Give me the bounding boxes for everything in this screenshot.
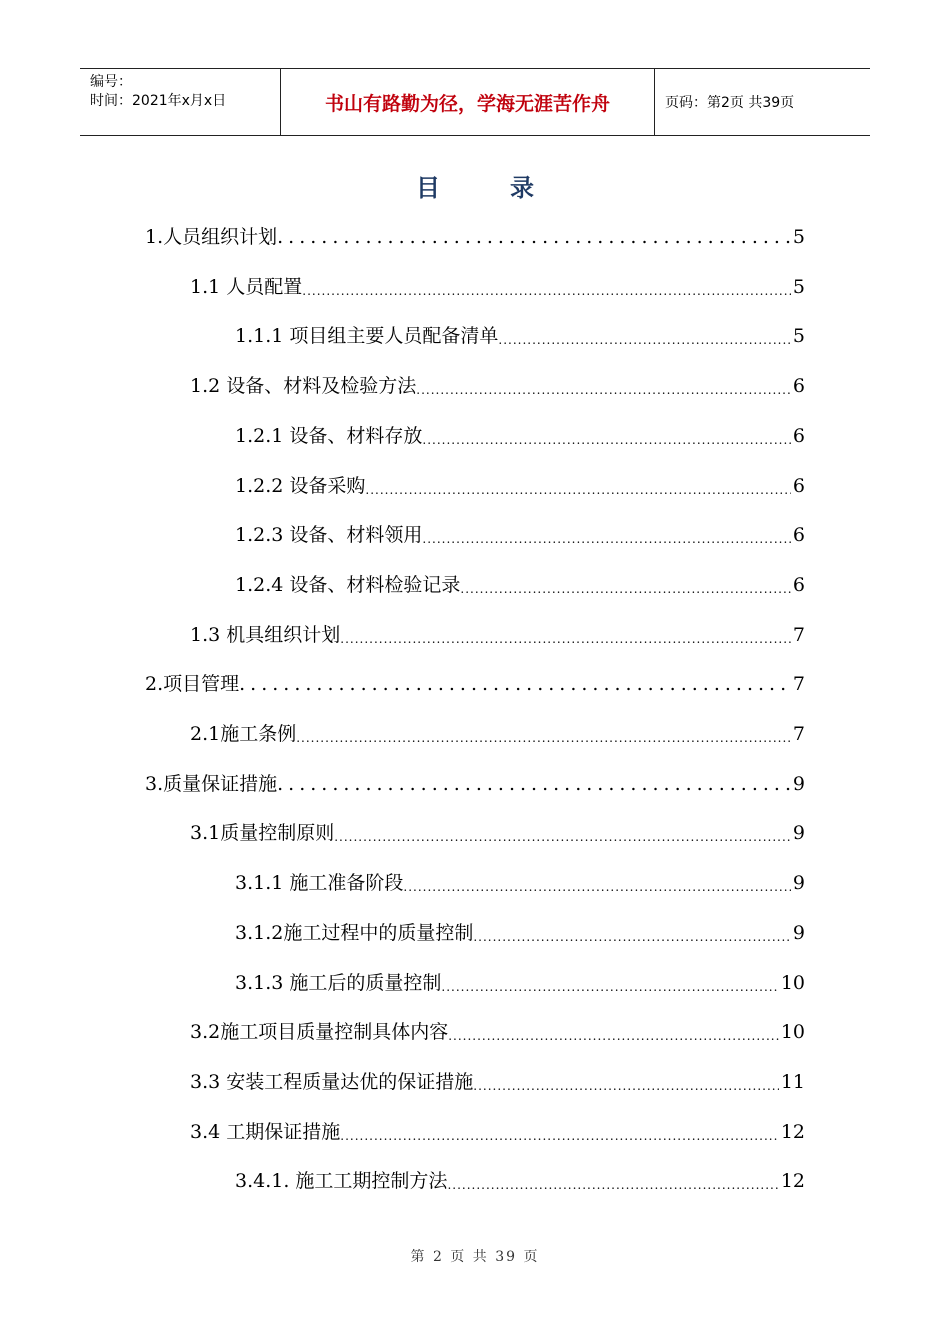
toc-dot-leader [334,826,791,848]
toc-entry[interactable] [235,471,805,501]
toc-entry-label: 1.2.3 设备、材料领用 [235,524,423,547]
toc-entry-page: 9 [792,772,805,795]
header-meta [80,69,281,135]
toc-dot-leader [422,528,791,550]
toc-entry-label: 3.质量保证措施 [145,772,278,795]
toc-entry-page: 5 [792,275,805,298]
toc-entry[interactable] [145,769,805,799]
document-number-label: 编号： [90,74,132,90]
toc-entry[interactable] [190,719,805,749]
toc-entry-page: 6 [792,524,805,547]
toc-dot-leader [365,479,791,501]
toc-entry[interactable] [235,570,805,600]
toc-dot-leader [441,976,778,998]
toc-entry-page: 6 [792,375,805,398]
toc-entry-page: 10 [780,971,805,994]
toc-entry[interactable] [190,1067,805,1097]
toc-dot-leader [302,280,791,302]
toc-entry-label: 1.1 人员配置 [190,275,303,298]
toc-entry-label: 3.1.2施工过程中的质量控制 [235,921,474,944]
toc-entry-label: 1.3 机具组织计划 [190,623,341,646]
toc-title: 目录 [416,174,604,202]
toc-entry-page: 9 [792,872,805,895]
toc-dot-leader [473,926,791,948]
toc-entry-page: 11 [780,1070,805,1093]
toc-entry-page: 12 [780,1170,805,1193]
toc-entry-page: 10 [780,1021,805,1044]
toc-dot-leader [416,379,791,401]
toc-dot-leader [403,876,791,898]
toc-entry-page: 5 [792,325,805,348]
toc-entry-label: 1.2 设备、材料及检验方法 [190,375,417,398]
toc-entry-page: 7 [792,723,805,745]
toc-dot-leader [277,222,791,252]
toc-entry-page: 5 [792,226,805,248]
toc-dot-leader [277,769,791,799]
toc-entry[interactable] [235,1166,805,1196]
toc-entry-page: 9 [792,822,805,845]
toc-dot-leader [296,727,791,749]
document-date: 时间：2021年x月x日 [90,93,227,109]
toc-entry-page: 6 [792,424,805,447]
toc-entry-page: 6 [792,573,805,596]
toc-entry-page: 12 [780,1120,805,1143]
toc-entry[interactable] [190,272,805,302]
toc-entry-label: 1.2.2 设备采购 [235,474,366,497]
toc-entry-label: 3.1.3 施工后的质量控制 [235,971,442,994]
toc-entry[interactable] [190,1117,805,1147]
toc-entry[interactable] [190,818,805,848]
toc-entry[interactable] [145,222,805,252]
toc-dot-leader [340,628,791,650]
toc-entry[interactable] [235,321,805,351]
toc-entry-label: 3.2施工项目质量控制具体内容 [190,1021,449,1044]
toc-entry-label: 3.4.1. 施工工期控制方法 [235,1170,448,1193]
toc-entry[interactable] [235,918,805,948]
toc-dot-leader [340,1125,779,1147]
toc-dot-leader [447,1174,778,1196]
toc-entry[interactable] [145,669,805,699]
toc-entry-label: 2.1施工条例 [190,723,297,745]
toc-entry-page: 7 [792,623,805,646]
toc-entry-label: 3.1质量控制原则 [190,822,335,845]
toc-entry-label: 1.1.1 项目组主要人员配备清单 [235,325,499,348]
toc-dot-leader [473,1075,779,1097]
toc-dot-leader [460,578,791,600]
toc-dot-leader [422,429,791,451]
toc-entry-label: 1.2.4 设备、材料检验记录 [235,573,461,596]
toc-dot-leader [498,329,791,351]
toc-entry-page: 6 [792,474,805,497]
toc-entry[interactable] [190,371,805,401]
toc-entry-label: 1.2.1 设备、材料存放 [235,424,423,447]
page-header [80,68,870,136]
toc-entry-label: 3.4 工期保证措施 [190,1120,341,1143]
toc-entry[interactable] [235,868,805,898]
toc-entry-label: 3.1.1 施工准备阶段 [235,872,404,895]
toc-entry[interactable] [190,1017,805,1047]
toc-entry-label: 2.项目管理 [145,673,240,696]
toc-entry-page: 9 [792,921,805,944]
toc-entry[interactable] [190,620,805,650]
header-slogan: 书山有路勤为径，学海无涯苦作舟 [281,69,655,135]
toc-entry-label: 3.3 安装工程质量达优的保证措施 [190,1070,474,1093]
toc-entry-page: 7 [792,673,805,696]
toc-entry[interactable] [235,421,805,451]
header-page-info: 页码：第2页 共39页 [665,95,795,111]
page-footer: 第 2 页 共 39 页 [410,1249,540,1265]
toc-entry[interactable] [235,968,805,998]
toc-entry-label: 1.人员组织计划 [145,226,278,248]
toc-entry[interactable] [235,520,805,550]
toc-dot-leader [239,669,791,699]
toc-dot-leader [448,1025,779,1047]
